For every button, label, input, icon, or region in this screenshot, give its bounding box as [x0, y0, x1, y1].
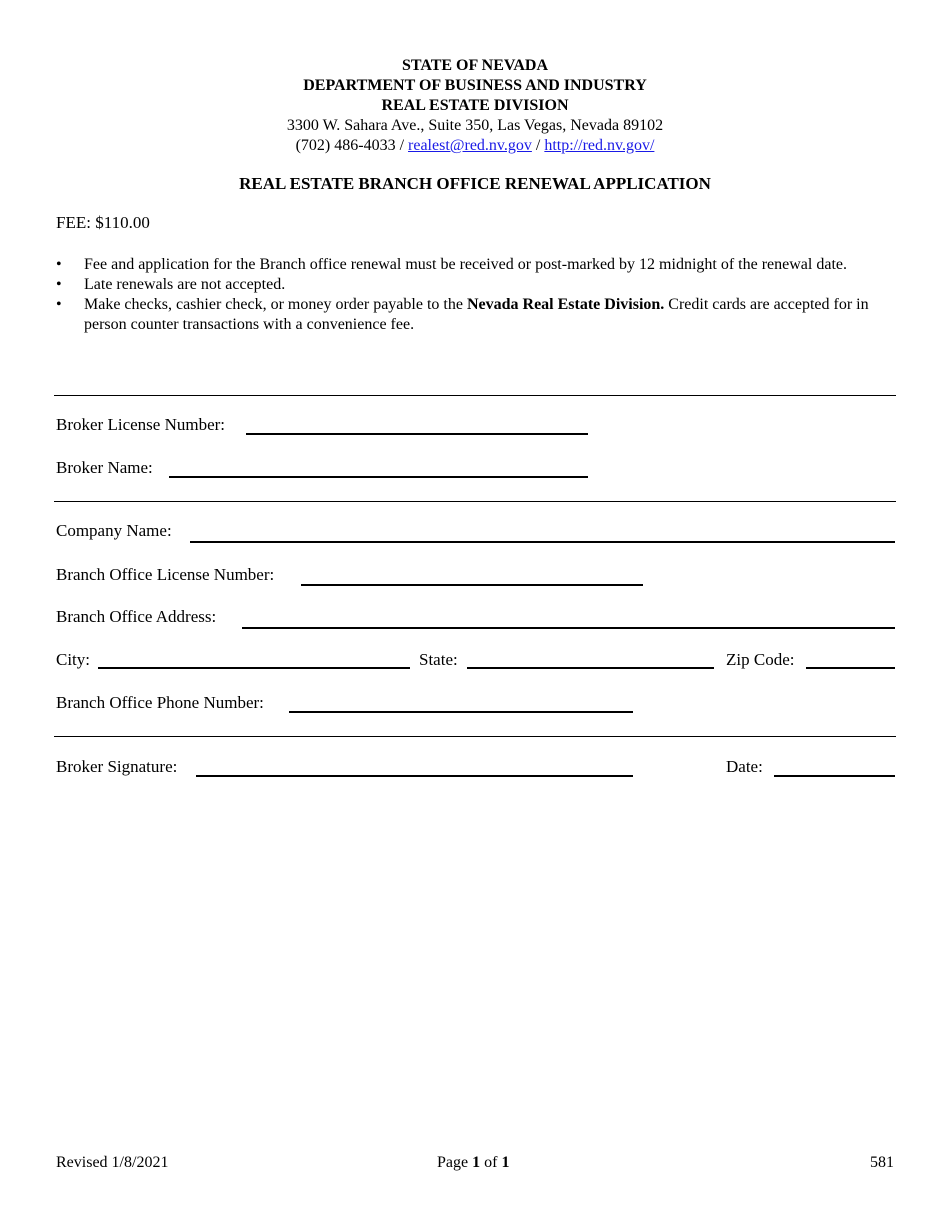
section-divider — [54, 501, 896, 502]
broker-signature-label: Broker Signature: — [56, 757, 178, 776]
broker-name-label: Broker Name: — [56, 458, 153, 477]
date-input[interactable] — [774, 775, 895, 777]
broker-license-input[interactable] — [246, 433, 588, 435]
branch-phone-label: Branch Office Phone Number: — [56, 693, 264, 712]
section-divider — [54, 736, 896, 737]
header-state: STATE OF NEVADA — [401, 57, 549, 74]
zip-label: Zip Code: — [726, 650, 795, 669]
email-link[interactable]: realest@red.nv.gov — [408, 137, 532, 154]
branch-license-input[interactable] — [301, 584, 643, 586]
branch-license-label: Branch Office License Number: — [56, 565, 275, 584]
header-separator-2: / — [535, 137, 541, 154]
revision-date: Revised 1/8/2021 — [56, 1154, 169, 1171]
instruction-text: Late renewals are not accepted. — [84, 276, 286, 293]
header-phone: (702) 486-4033 — [295, 137, 396, 154]
branch-address-label: Branch Office Address: — [56, 607, 217, 626]
company-name-label: Company Name: — [56, 521, 172, 540]
agency-header — [0, 56, 950, 156]
instruction-item — [56, 255, 896, 275]
page-total: 1 — [501, 1154, 510, 1171]
date-label: Date: — [726, 757, 763, 776]
city-label: City: — [56, 650, 91, 669]
header-department: DEPARTMENT OF BUSINESS AND INDUSTRY — [303, 77, 647, 94]
bullet-icon: • — [56, 296, 62, 313]
city-input[interactable] — [98, 667, 410, 669]
instruction-item — [56, 275, 896, 295]
instruction-item — [56, 295, 896, 335]
website-link[interactable]: http://red.nv.gov/ — [544, 137, 655, 154]
instruction-text: Fee and application for the Branch office renewal must be received or post-marked by 12 midnight of the renewal date. — [84, 256, 847, 273]
bullet-icon: • — [56, 276, 62, 293]
section-divider — [54, 395, 896, 396]
broker-license-label: Broker License Number: — [56, 415, 225, 434]
header-separator-1: / — [399, 137, 405, 154]
header-contact — [0, 136, 950, 156]
broker-signature-input[interactable] — [196, 775, 633, 777]
page-indicator — [437, 1154, 509, 1172]
instruction-text-post: Credit cards are accepted for in person counter transactions with a convenience fee. — [84, 296, 869, 333]
branch-phone-input[interactable] — [289, 711, 633, 713]
broker-name-input[interactable] — [169, 476, 588, 478]
header-address: 3300 W. Sahara Ave., Suite 350, Las Vegas, Nevada 89102 — [286, 117, 664, 134]
zip-input[interactable] — [806, 667, 895, 669]
page-of: of — [484, 1154, 498, 1171]
instructions-list — [56, 255, 896, 335]
bullet-icon: • — [56, 256, 62, 273]
state-input[interactable] — [467, 667, 714, 669]
page-word: Page — [437, 1154, 469, 1171]
company-name-input[interactable] — [190, 541, 895, 543]
form-title: REAL ESTATE BRANCH OFFICE RENEWAL APPLICATION — [239, 174, 711, 193]
header-division: REAL ESTATE DIVISION — [381, 97, 569, 114]
instruction-text-pre: Make checks, cashier check, or money order payable to the — [84, 296, 467, 313]
branch-address-input[interactable] — [242, 627, 895, 629]
payee-name: Nevada Real Estate Division. — [466, 296, 665, 313]
page-current: 1 — [472, 1154, 481, 1171]
state-label: State: — [419, 650, 458, 669]
fee-amount: FEE: $110.00 — [56, 213, 150, 232]
form-number: 581 — [870, 1154, 894, 1171]
